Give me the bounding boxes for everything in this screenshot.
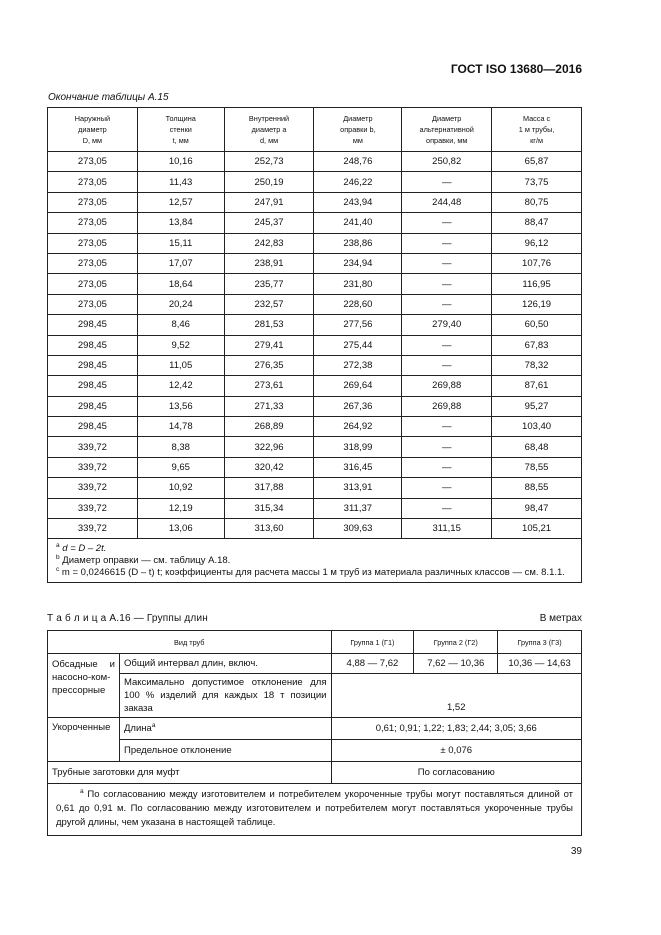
table-cell: 87,61: [492, 376, 582, 396]
table-cell: 339,72: [48, 498, 138, 518]
short-deviation-value: ± 0,076: [331, 740, 582, 762]
table-cell: 279,41: [224, 335, 314, 355]
table-cell: 277,56: [314, 315, 402, 335]
header-line: мм: [352, 136, 363, 145]
table-cell: 88,47: [492, 213, 582, 233]
table-cell: 238,91: [224, 253, 314, 273]
table-cell: —: [402, 498, 492, 518]
header-line: альтернативной: [419, 125, 474, 134]
table-cell: 235,77: [224, 274, 314, 294]
table-cell: 316,45: [314, 457, 402, 477]
table-cell: 273,05: [48, 233, 138, 253]
header-line: d, мм: [259, 136, 279, 145]
table-cell: 12,57: [137, 192, 224, 212]
table-cell: 311,37: [314, 498, 402, 518]
table-cell: —: [402, 294, 492, 314]
header-line: кг/м: [530, 136, 544, 145]
table-cell: 15,11: [137, 233, 224, 253]
table-cell: 339,72: [48, 457, 138, 477]
table-cell: 246,22: [314, 172, 402, 192]
table-cell: 243,94: [314, 192, 402, 212]
table-a15-header-cell: [48, 108, 138, 152]
table-cell: 103,40: [492, 417, 582, 437]
table-cell: 298,45: [48, 396, 138, 416]
table-cell: 13,56: [137, 396, 224, 416]
table-a15-header: [48, 108, 582, 152]
table-cell: 252,73: [224, 152, 314, 172]
table-row: [48, 172, 582, 192]
table-a15-header-cell: [492, 108, 582, 152]
header-line: Масса c: [522, 114, 551, 123]
header-group-2: Группа 2 (Г2): [414, 631, 498, 654]
table-a16-footnote: $^a$ По согласованию между изготовителем и потребителем укороченные трубы могут поставляться длиной от 0,61 до 0,91 м. По согласованию между изготовителем и потребителем могут поставляться укороченные трубы другой длины, чем указана в настоящей таблице.: [48, 784, 582, 836]
table-cell: —: [402, 478, 492, 498]
table-cell: 264,92: [314, 417, 402, 437]
table-cell: 273,05: [48, 253, 138, 273]
table-cell: 9,52: [137, 335, 224, 355]
table-row: [48, 498, 582, 518]
header-line: оправки, мм: [426, 136, 468, 145]
table-row: [48, 152, 582, 172]
note-b: $^b$ Диаметр оправки — см. таблицу А.18.: [56, 554, 231, 567]
table-cell: 68,48: [492, 437, 582, 457]
header-line: Толщина: [165, 114, 196, 123]
table-cell: 339,72: [48, 519, 138, 539]
header-line: 1 м трубы,: [518, 125, 555, 134]
table-cell: 78,32: [492, 355, 582, 375]
table-cell: 20,24: [137, 294, 224, 314]
table-cell: 73,75: [492, 172, 582, 192]
short-label: Укороченные: [48, 718, 120, 762]
casing-interval-label: Общий интервал длин, включ.: [119, 654, 331, 674]
table-cell: 339,72: [48, 437, 138, 457]
table-cell: 298,45: [48, 315, 138, 335]
table-cell: 244,48: [402, 192, 492, 212]
table-cell: 232,57: [224, 294, 314, 314]
table-cell: —: [402, 417, 492, 437]
table-row: [48, 253, 582, 273]
table-cell: 273,61: [224, 376, 314, 396]
table-cell: 273,05: [48, 152, 138, 172]
table-row: [48, 192, 582, 212]
table-cell: 8,46: [137, 315, 224, 335]
table-cell: 309,63: [314, 519, 402, 539]
table-cell: —: [402, 335, 492, 355]
table-cell: 105,21: [492, 519, 582, 539]
short-row-2: [48, 740, 582, 762]
table-cell: —: [402, 355, 492, 375]
coupling-value: По согласованию: [331, 762, 582, 784]
table-a16-header: [48, 631, 582, 654]
table-row: [48, 274, 582, 294]
table-a16-caption: Т а б л и ц а А.16 — Группы длин: [47, 613, 208, 624]
table-cell: 273,05: [48, 274, 138, 294]
casing-row-2: [48, 674, 582, 718]
table-a15-header-cell: [224, 108, 314, 152]
table-row: [48, 315, 582, 335]
table-a15: [47, 107, 582, 583]
casing-deviation-value: 1,52: [331, 674, 582, 718]
table-cell: —: [402, 172, 492, 192]
table-cell: 273,05: [48, 172, 138, 192]
table-cell: 126,19: [492, 294, 582, 314]
table-row: [48, 519, 582, 539]
table-row: [48, 376, 582, 396]
casing-row-1: [48, 654, 582, 674]
table-cell: 11,05: [137, 355, 224, 375]
header-line: Наружный: [74, 114, 111, 123]
table-cell: 322,96: [224, 437, 314, 457]
page-number: 39: [570, 846, 582, 857]
table-row: [48, 233, 582, 253]
table-cell: 67,83: [492, 335, 582, 355]
table-row: [48, 417, 582, 437]
header-line: стенки: [169, 125, 192, 134]
casing-deviation-label: Максимально допустимое отклонение для 100 % изделий для каждых 18 т позиции заказа: [119, 674, 331, 718]
table-cell: 248,76: [314, 152, 402, 172]
table-cell: 10,92: [137, 478, 224, 498]
header-line: оправки b,: [340, 125, 376, 134]
table-cell: 281,53: [224, 315, 314, 335]
table-cell: —: [402, 233, 492, 253]
note-c: $^c$ m = 0,0246615 (D – t) t; коэффициенты для расчета массы 1 м труб из материала различных классов — см. 8.1.1.: [56, 566, 565, 579]
table-a16-footnote-row: [48, 784, 582, 836]
table-cell: 238,86: [314, 233, 402, 253]
header-line: Диаметр: [343, 114, 373, 123]
note-a: $^a$ d = D – 2t.: [56, 542, 107, 555]
table-cell: 279,40: [402, 315, 492, 335]
header-line: Диаметр: [432, 114, 462, 123]
table-cell: 80,75: [492, 192, 582, 212]
table-cell: 298,45: [48, 335, 138, 355]
table-cell: 272,38: [314, 355, 402, 375]
table-cell: 98,47: [492, 498, 582, 518]
table-cell: 311,15: [402, 519, 492, 539]
table-cell: 267,36: [314, 396, 402, 416]
table-a16-units: В метрах: [539, 613, 582, 624]
table-cell: 12,42: [137, 376, 224, 396]
table-row: [48, 335, 582, 355]
table-cell: 116,95: [492, 274, 582, 294]
table-cell: 275,44: [314, 335, 402, 355]
table-cell: 9,65: [137, 457, 224, 477]
table-cell: 245,37: [224, 213, 314, 233]
table-cell: 298,45: [48, 417, 138, 437]
table-row: [48, 294, 582, 314]
table-row: [48, 355, 582, 375]
table-cell: 228,60: [314, 294, 402, 314]
table-a15-notes: [48, 539, 582, 583]
table-cell: 271,33: [224, 396, 314, 416]
table-row: [48, 457, 582, 477]
table-cell: 315,34: [224, 498, 314, 518]
table-cell: 231,80: [314, 274, 402, 294]
table-row: [48, 437, 582, 457]
table-row: [48, 396, 582, 416]
casing-g1-value: 4,88 — 7,62: [331, 654, 414, 674]
table-cell: —: [402, 213, 492, 233]
header-line: D, мм: [82, 136, 103, 145]
table-cell: 318,99: [314, 437, 402, 457]
coupling-row: [48, 762, 582, 784]
header-pipe-type: Вид труб: [48, 631, 332, 654]
casing-label: Обсадные и насосно-ком-прессорные: [48, 654, 120, 718]
table-cell: 96,12: [492, 233, 582, 253]
short-deviation-label: Предельное отклонение: [119, 740, 331, 762]
short-length-label: Длина$^a$: [119, 718, 331, 740]
table-a15-header-cell: [137, 108, 224, 152]
table-cell: 14,78: [137, 417, 224, 437]
table-a15-body: [48, 152, 582, 539]
table-cell: 10,16: [137, 152, 224, 172]
table-a15-header-cell: [314, 108, 402, 152]
table-cell: 339,72: [48, 478, 138, 498]
table-cell: 247,91: [224, 192, 314, 212]
table-cell: —: [402, 253, 492, 273]
table-a16: [47, 630, 582, 836]
table-cell: 269,64: [314, 376, 402, 396]
table-cell: 78,55: [492, 457, 582, 477]
table-cell: 95,27: [492, 396, 582, 416]
header-line: Внутренний: [248, 114, 290, 123]
table-cell: 12,19: [137, 498, 224, 518]
table-cell: 298,45: [48, 376, 138, 396]
header-group-3: Группа 3 (Г3): [498, 631, 582, 654]
header-line: диаметр a: [251, 125, 287, 134]
table-cell: 317,88: [224, 478, 314, 498]
table-a15-caption: Окончание таблицы А.15: [48, 92, 169, 103]
header-line: t, мм: [172, 136, 189, 145]
table-cell: 13,06: [137, 519, 224, 539]
table-row: [48, 213, 582, 233]
table-cell: 250,82: [402, 152, 492, 172]
header-group-1: Группа 1 (Г1): [331, 631, 414, 654]
short-length-value: 0,61; 0,91; 1,22; 1,83; 2,44; 3,05; 3,66: [331, 718, 582, 740]
table-cell: 269,88: [402, 376, 492, 396]
table-cell: 8,38: [137, 437, 224, 457]
table-cell: 313,60: [224, 519, 314, 539]
casing-g2-value: 7,62 — 10,36: [414, 654, 498, 674]
table-cell: 313,91: [314, 478, 402, 498]
table-cell: 18,64: [137, 274, 224, 294]
coupling-label: Трубные заготовки для муфт: [48, 762, 332, 784]
table-cell: 269,88: [402, 396, 492, 416]
table-cell: 13,84: [137, 213, 224, 233]
casing-g3-value: 10,36 — 14,63: [498, 654, 582, 674]
table-cell: 11,43: [137, 172, 224, 192]
table-cell: 298,45: [48, 355, 138, 375]
table-cell: 242,83: [224, 233, 314, 253]
document-header-title: ГОСТ ISO 13680—2016: [450, 62, 582, 76]
table-cell: 241,40: [314, 213, 402, 233]
table-cell: 107,76: [492, 253, 582, 273]
table-cell: 268,89: [224, 417, 314, 437]
table-cell: 273,05: [48, 294, 138, 314]
table-cell: —: [402, 437, 492, 457]
table-cell: 273,05: [48, 213, 138, 233]
table-cell: —: [402, 457, 492, 477]
table-cell: 273,05: [48, 192, 138, 212]
table-cell: 88,55: [492, 478, 582, 498]
table-cell: 234,94: [314, 253, 402, 273]
short-row-1: [48, 718, 582, 740]
table-cell: 276,35: [224, 355, 314, 375]
table-cell: 17,07: [137, 253, 224, 273]
header-line: диаметр: [78, 125, 107, 134]
table-cell: 65,87: [492, 152, 582, 172]
table-a15-header-cell: [402, 108, 492, 152]
table-cell: 250,19: [224, 172, 314, 192]
footnote-mark-a: a: [151, 721, 156, 729]
table-cell: 60,50: [492, 315, 582, 335]
table-row: [48, 478, 582, 498]
table-cell: —: [402, 274, 492, 294]
table-cell: 320,42: [224, 457, 314, 477]
